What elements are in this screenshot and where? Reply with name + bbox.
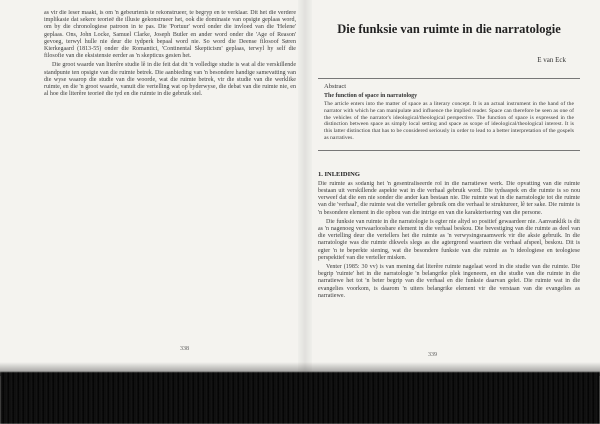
book-gutter [298,0,312,372]
left-page-number: 338 [180,346,189,352]
abstract-heading: The function of space in narratology [324,93,418,99]
right-page-number: 339 [428,352,437,358]
section-heading: 1. INLEIDING [318,170,360,178]
scan-noise-strip [0,372,600,424]
abstract-text: The article enters into the matter of space as a literary concept. It is an actual instrument in the hand of the narrator with which he can manipulate and influence the implied reader. Space can therefore be seen as one of the vehicles of the narrator's ideological/theological perspective. The function of space is expressed in the distinction between space as simply local setting and space as scope of ideological/theological interest. It is this latter distinction that has to be considered seriously in order to lead to a better interpretation of the gospels as narratives. [324,101,574,141]
right-paragraph-2: Die funksie van ruimte in die narratologie is egter nie altyd so positief gewaardeer nie. Aanvanklik is dit as 'n nagenoeg verwaarloosbare element in die verhaal beskou. Die bevestiging van die ruimte as deel van die vertelling deur die vertellers het die ruimte as 'n verwysingsraamwerk vir die aksie gebruik. In die narratologie was die ruimte dikwels slegs as die agtergrond waarteen die verhaal afspeel, beskou. Dit is egter 'n te beperkte siening, wat die besondere funksie van die ruimte as 'n ideologiese en teologiese perspektief van die verteller misken. [318,218,580,261]
left-page [44,10,296,370]
abstract-box [318,78,580,151]
right-paragraph-3: Venter (1985: 30 vv) is van mening dat literêre ruimte nagelaat word in die studie van die ruimte. Die begrip 'ruimte' het in die narratologie 'n belangrike plek ingeneem, en die studie van die ruimte in die narratiewe het tot 'n beter begrip van die verhaal en die funksie daarvan gelei. Die ruimte wat in die evangelies voorkom, is daarom 'n uiters belangrike element vir die verstaan van die evangelies as narratiewe. [318,264,580,299]
right-page [318,10,580,370]
article-title: Die funksie van ruimte in die narratologie [337,22,561,36]
abstract-label: Abstract [324,83,347,90]
article-author: E van Eck [537,56,566,64]
left-paragraph-1: as vir die leser maakt, is om 'n gebeurtenis te rekonstrueer, te begryp en te verklaar. Dit het die verdere implikasie dat sekere teorieë die illusie gekonstrueer het, ook die dominasie van opsigte geplaas word, om by die chronologiese patroon in te pas. Die 'Portuur' word onder die invloed van die 'Helene' geplaas. Ons, John Locke, Samuel Clarke, Joseph Butler en ander word onder die 'Age of Reason' gevoeg, terwyl hulle nie deur die tydperk bepaal word nie. So word die Deense filosoof Søren Kierkegaard (1813-55) onder die Romantici, 'Continental Skepticism' geplaas, terwyl hy self die filosofie van die eksistensie eerder as 'n skepticus gesien het. [44,10,296,60]
right-paragraph-1: Die ruimte as sodanig het 'n gesentraliseerde rol in die narratiewe werk. Die opvatting van die ruimte bestaan uit verskillende aspekte wat in die verhaal gebruik word. Die tydsaspek en die ruimte is so nou verweef dat die een nie sonder die ander kan bestaan nie. Die ruimte wat in die narratologie tot die ruimte van die 'verhaal', die ruimte wat die verteller gebruik om die verhaal te struktureer, lê ter sake. Die ruimte is 'n besondere element in die opbou van die intrige en van die karakterisering van die persone. [318,180,580,216]
left-paragraph-2: Die groot waarde van literêre studie lê in die feit dat dit 'n volledige studie is wat al die verskillende standpunte ten opsigte van die ruimte betrek. Die aanbieding van 'n besondere handige samevatting van die wyse waarop die studie van die woorde, wat die ruimte betrek, vir die studie van die werklike ruimte, en die 'n groot waarde, vanuit die vertelling wat op byderwyse, die debat van die ruimte nie, en al hoe die literêre teorieë die tyd en die ruimte in die gebruik stel. [44,62,296,98]
